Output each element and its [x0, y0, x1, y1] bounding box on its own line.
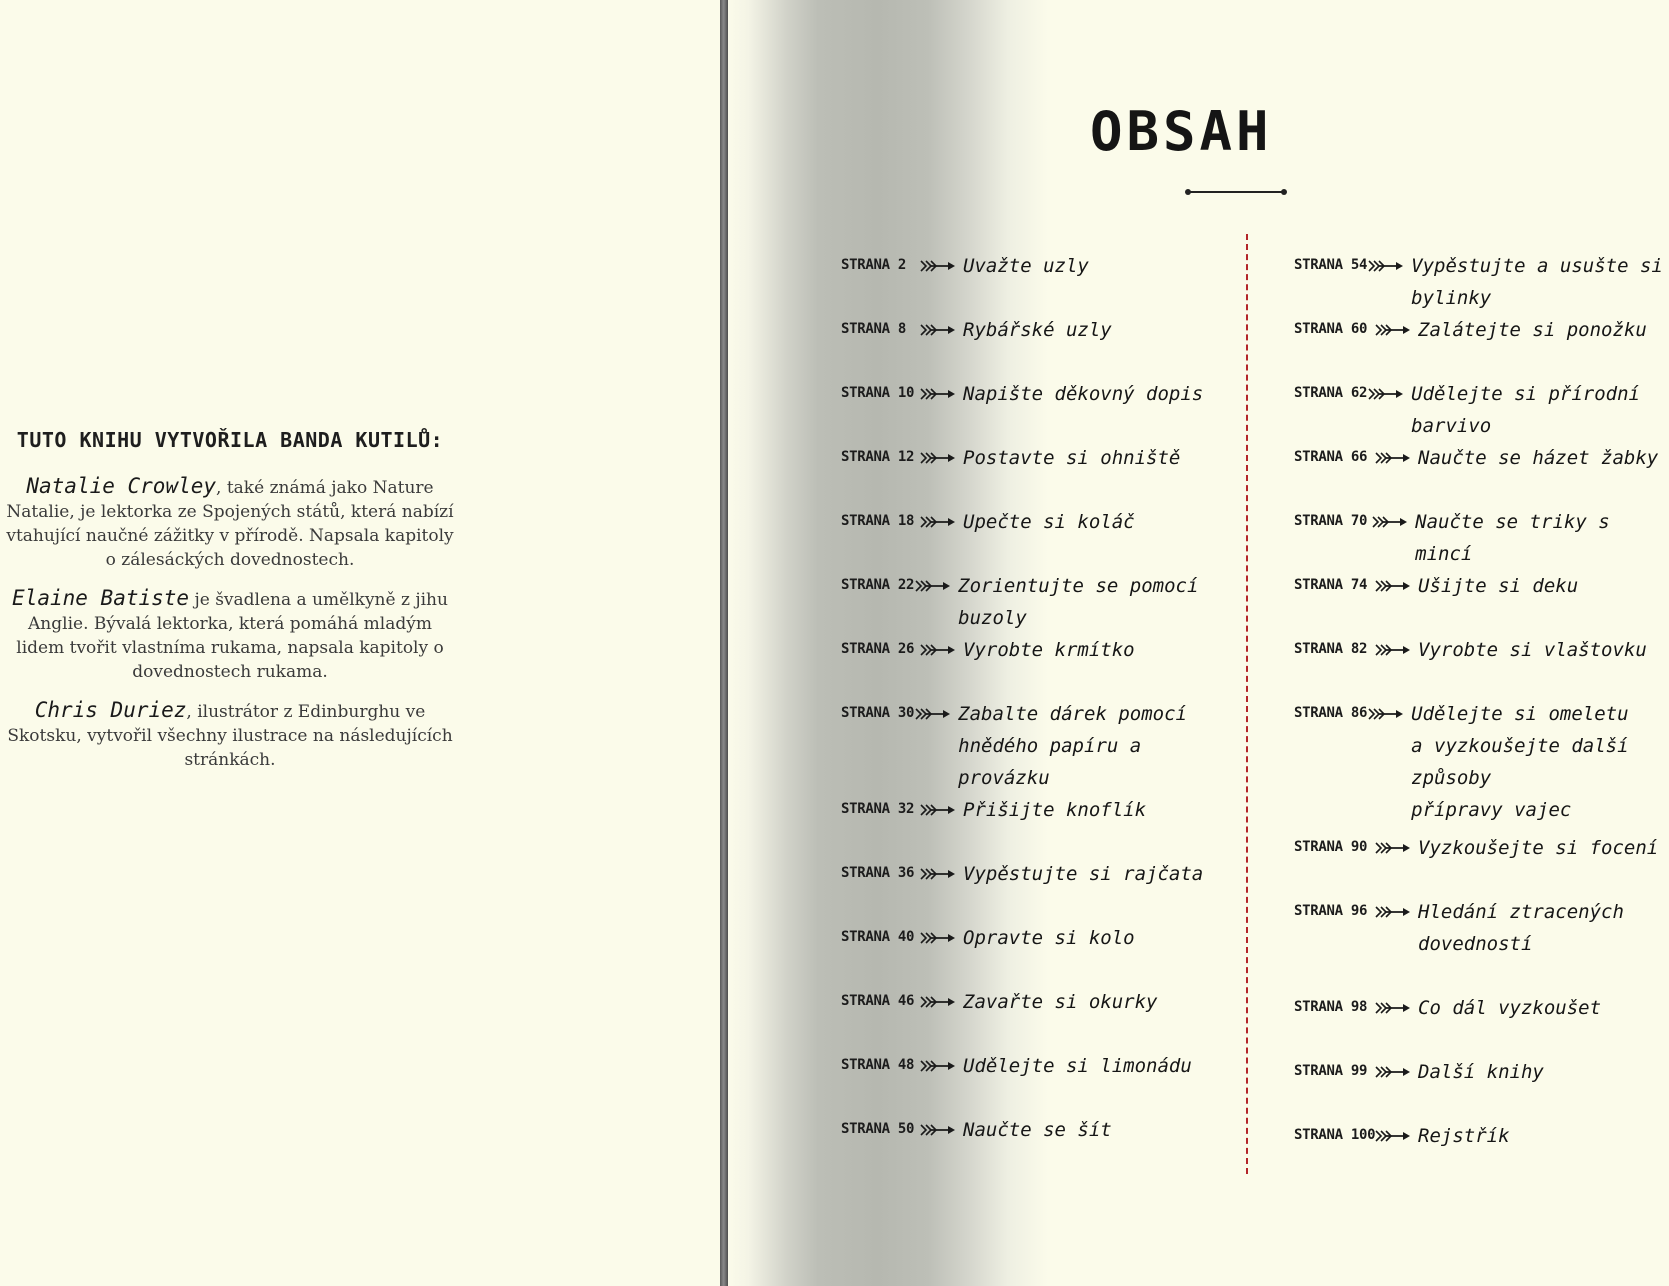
toc-entry-title: Rejstřík: [1418, 1125, 1510, 1147]
toc-page-number: STRANA 36: [841, 865, 915, 881]
toc-entry: [1294, 250, 1669, 314]
author-credit: [0, 474, 460, 572]
toc-entry-title: Rybářské uzly: [963, 319, 1112, 341]
arrow-right-icon: [1374, 1129, 1412, 1143]
arrow-right-icon: [919, 803, 957, 817]
toc-page-number: STRANA 98: [1294, 999, 1368, 1015]
toc-page-number: STRANA 66: [1294, 449, 1368, 465]
toc-page-number: STRANA 32: [841, 801, 915, 817]
toc-entry: [841, 250, 1221, 314]
toc-page-number: STRANA 10: [841, 385, 915, 401]
toc-page-number: STRANA 100: [1294, 1127, 1376, 1143]
toc-page-number: STRANA 62: [1294, 385, 1368, 401]
arrow-right-icon: [1374, 579, 1412, 593]
toc-page-number: STRANA 99: [1294, 1063, 1368, 1079]
toc-entry-title: Napište děkovný dopis: [963, 383, 1204, 405]
toc-page-number: STRANA 70: [1294, 513, 1368, 529]
arrow-right-icon: [919, 931, 957, 945]
toc-entry-title: Zavařte si okurky: [963, 991, 1158, 1013]
toc-page-number: STRANA 40: [841, 929, 915, 945]
arrow-right-icon: [1374, 1001, 1412, 1015]
toc-entry: [841, 506, 1221, 570]
toc-entry: [1294, 832, 1669, 896]
toc-entry-title: Hledání ztracených dovedností: [1418, 901, 1624, 955]
author-credit: [0, 586, 460, 684]
author-name: Chris Duriez: [34, 698, 187, 722]
toc-entry-title: Naučte se šít: [963, 1119, 1112, 1141]
toc-entry-title: Vypěstujte si rajčata: [963, 863, 1204, 885]
arrow-right-icon: [919, 259, 957, 273]
toc-entry-title: Postavte si ohniště: [963, 447, 1181, 469]
toc-entry: [841, 1114, 1221, 1178]
toc-entry: [1294, 442, 1669, 506]
toc-entry-title: Další knihy: [1418, 1061, 1544, 1083]
toc-entry: [1294, 378, 1669, 442]
toc-entry: [841, 794, 1221, 858]
author-description: , ilustrátor z Edinburghu ve Skotsku, vytvořil všechny ilustrace na následujících stránkách.: [7, 702, 453, 770]
toc-right-column: [1294, 250, 1669, 1184]
arrow-right-icon: [1367, 259, 1405, 273]
toc-page-number: STRANA 60: [1294, 321, 1368, 337]
column-divider: [1246, 234, 1248, 1174]
toc-entry-title: Vyzkoušejte si focení: [1418, 837, 1659, 859]
toc-entry-title: Udělejte si přírodní barvivo: [1411, 383, 1640, 437]
arrow-right-icon: [919, 323, 957, 337]
arrow-right-icon: [1367, 707, 1405, 721]
arrow-right-icon: [1374, 1065, 1412, 1079]
toc-entry-title: Upečte si koláč: [963, 511, 1135, 533]
toc-page-number: STRANA 18: [841, 513, 915, 529]
toc-entry: [1294, 992, 1669, 1056]
arrow-right-icon: [919, 867, 957, 881]
toc-entry-title: Opravte si kolo: [963, 927, 1135, 949]
arrow-right-icon: [1371, 515, 1409, 529]
author-description: je švadlena a umělkyně z jihu Anglie. Bývalá lektorka, která pomáhá mladým lidem tvořit vlastníma rukama, napsala kapitoly o dovednostech rukama.: [16, 590, 448, 682]
author-description: , také známá jako Nature Natalie, je lektorka ze Spojených států, která nabízí vtahující naučné zážitky v přírodě. Napsala kapitoly o zálesáckých dovednostech.: [6, 478, 454, 570]
toc-entry-title: Naučte se triky s mincí: [1415, 511, 1610, 565]
author-name: Natalie Crowley: [26, 474, 217, 498]
toc-entry-title: Ušijte si deku: [1418, 575, 1579, 597]
toc-entry-title: Zabalte dárek pomocí hnědého papíru a provázku: [958, 703, 1187, 789]
arrow-right-icon: [1367, 387, 1405, 401]
toc-page-number: STRANA 90: [1294, 839, 1368, 855]
toc-entry-title: Přišijte knoflík: [963, 799, 1147, 821]
arrow-right-icon: [914, 579, 952, 593]
toc-page-number: STRANA 48: [841, 1057, 915, 1073]
toc-entry: [1294, 1056, 1669, 1120]
toc-page-number: STRANA 12: [841, 449, 915, 465]
toc-page-number: STRANA 54: [1294, 257, 1368, 273]
toc-page-number: STRANA 96: [1294, 903, 1368, 919]
arrow-right-icon: [919, 1059, 957, 1073]
arrow-right-icon: [919, 387, 957, 401]
toc-entry: [841, 634, 1221, 698]
toc-entry-title: Zorientujte se pomocí buzoly: [958, 575, 1199, 629]
left-page: [0, 0, 720, 1286]
toc-entry: [1294, 314, 1669, 378]
arrow-right-icon: [919, 643, 957, 657]
toc-entry: [841, 570, 1221, 634]
toc-page-number: STRANA 8: [841, 321, 907, 337]
toc-entry: [1294, 896, 1669, 992]
arrow-right-icon: [1374, 451, 1412, 465]
toc-entry-title: Vyrobte si vlaštovku: [1418, 639, 1647, 661]
toc-left-column: [841, 250, 1221, 1178]
toc-entry: [1294, 506, 1669, 570]
arrow-right-icon: [919, 1123, 957, 1137]
toc-entry: [841, 698, 1221, 794]
arrow-right-icon: [1374, 323, 1412, 337]
toc-entry: [841, 986, 1221, 1050]
arrow-right-icon: [919, 515, 957, 529]
toc-page-number: STRANA 2: [841, 257, 907, 273]
toc-page-number: STRANA 82: [1294, 641, 1368, 657]
toc-entry-title: Vypěstujte a usušte si bylinky: [1411, 255, 1663, 309]
title-divider: [1188, 191, 1284, 193]
arrow-right-icon: [1374, 905, 1412, 919]
toc-page-number: STRANA 22: [841, 577, 915, 593]
book-spine: [720, 0, 728, 1286]
arrow-right-icon: [919, 995, 957, 1009]
toc-entry-title: Vyrobte krmítko: [963, 639, 1135, 661]
author-credit: [0, 698, 460, 772]
toc-title: OBSAH: [1090, 100, 1273, 163]
toc-page-number: STRANA 46: [841, 993, 915, 1009]
toc-page-number: STRANA 74: [1294, 577, 1368, 593]
arrow-right-icon: [1374, 643, 1412, 657]
toc-page-number: STRANA 86: [1294, 705, 1368, 721]
toc-entry: [841, 314, 1221, 378]
arrow-right-icon: [1374, 841, 1412, 855]
arrow-right-icon: [914, 707, 952, 721]
arrow-right-icon: [919, 451, 957, 465]
toc-entry: [841, 442, 1221, 506]
toc-entry: [841, 858, 1221, 922]
toc-entry: [1294, 698, 1669, 832]
toc-page-number: STRANA 30: [841, 705, 915, 721]
toc-entry-title: Uvažte uzly: [963, 255, 1089, 277]
author-name: Elaine Batiste: [12, 586, 190, 610]
toc-entry: [841, 1050, 1221, 1114]
toc-page-number: STRANA 50: [841, 1121, 915, 1137]
toc-entry: [1294, 634, 1669, 698]
credits-section: [0, 428, 460, 786]
toc-page-number: STRANA 26: [841, 641, 915, 657]
toc-entry-title: Naučte se házet žabky: [1418, 447, 1659, 469]
toc-entry: [841, 378, 1221, 442]
toc-entry: [1294, 570, 1669, 634]
toc-entry-title: Udělejte si limonádu: [963, 1055, 1192, 1077]
toc-entry-title: Co dál vyzkoušet: [1418, 997, 1602, 1019]
toc-entry: [841, 922, 1221, 986]
credits-heading: TUTO KNIHU VYTVOŘILA BANDA KUTILŮ:: [16, 428, 444, 452]
toc-entry: [1294, 1120, 1669, 1184]
toc-entry-title: Zalátejte si ponožku: [1418, 319, 1647, 341]
toc-entry-title: Udělejte si omeletu a vyzkoušejte další způsoby přípravy vajec: [1411, 703, 1629, 821]
